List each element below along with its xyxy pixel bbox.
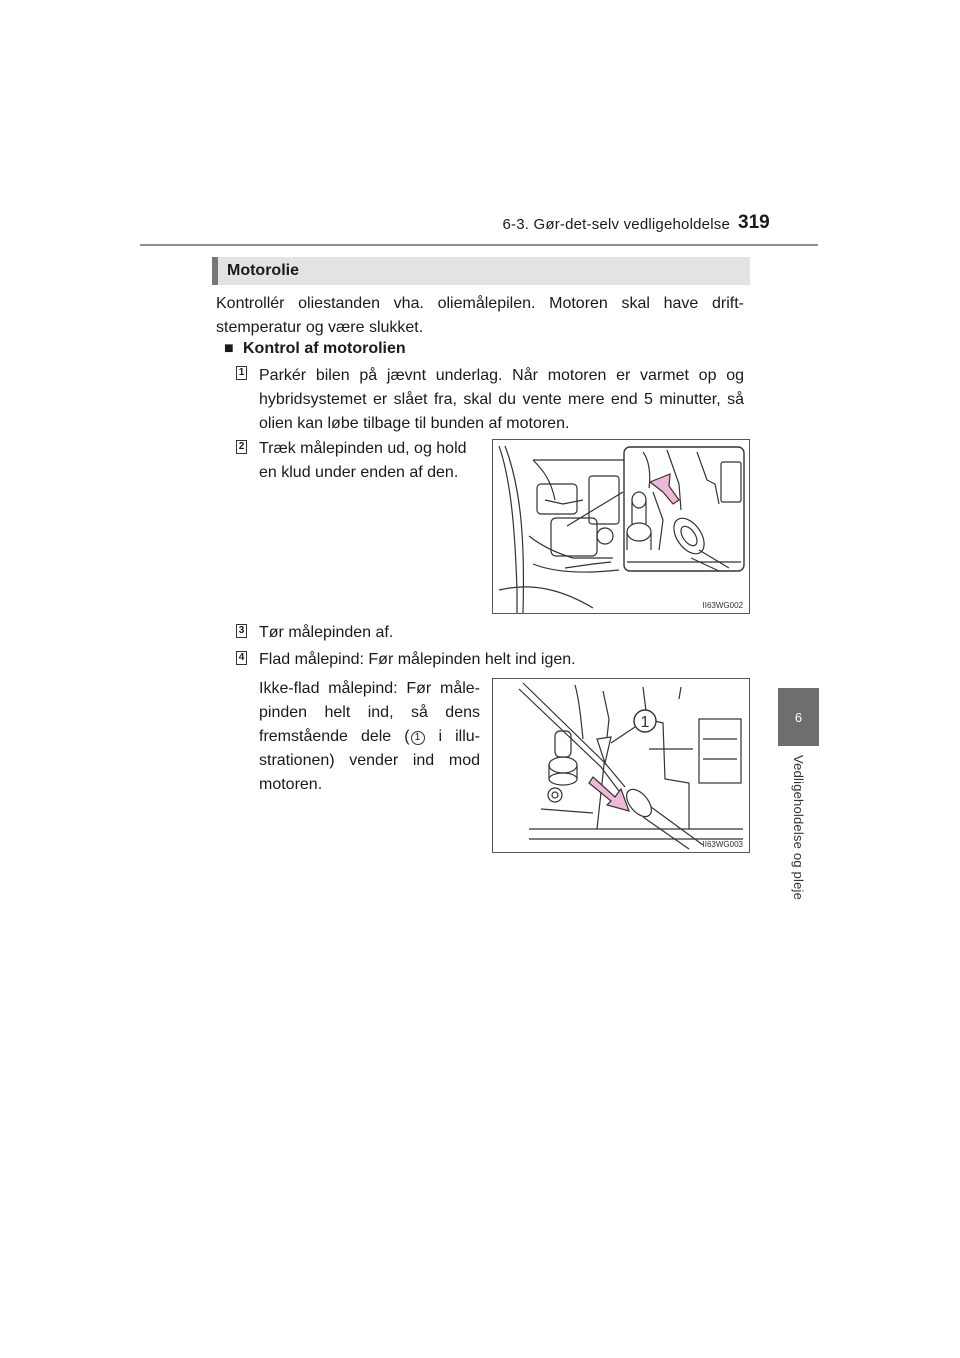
- step-number-1: 1: [236, 366, 247, 380]
- callout-1-marker: 1: [411, 731, 425, 745]
- subheading: Kontrol af motorolien: [243, 340, 406, 357]
- engine-bay-illustration: [493, 440, 749, 613]
- figure-dipstick-insertion: [492, 678, 750, 853]
- chapter-tab[interactable]: [778, 688, 819, 746]
- insert-arrow-icon: [589, 777, 629, 811]
- callout-1-label: 1: [640, 714, 650, 731]
- figure-code: II63WG002: [702, 601, 743, 610]
- intro-paragraph: Kontrollér oliestanden vha. oliemålepilen. Motoren skal have drift-stemperatur og være slukket.: [216, 295, 744, 336]
- step-4-nonflat-text: Ikke-flad målepind: Før måle-pinden helt ind, så dens fremstående dele ( 1 i illu-strationen) vender ind mod motoren.: [259, 680, 480, 793]
- subheading-bullet: ■: [224, 340, 234, 357]
- section-heading: [212, 257, 750, 285]
- step-2-text: Træk målepinden ud, og hold en klud under enden af den.: [259, 440, 467, 481]
- step-number-2: 2: [236, 440, 247, 454]
- step-number-4: 4: [236, 651, 247, 665]
- chapter-label: Vedligeholdelse og pleje: [791, 755, 806, 901]
- step-3-text: Tør målepinden af.: [259, 624, 394, 641]
- step-4-text: Flad målepind: Før målepinden helt ind igen.: [259, 651, 576, 668]
- section-title: Motorolie: [227, 262, 299, 279]
- chapter-number: 6: [794, 709, 803, 725]
- dipstick-insertion-illustration: [493, 679, 749, 852]
- step-number-3: 3: [236, 624, 247, 638]
- step-1-text: Parkér bilen på jævnt underlag. Når motoren er varmet op og hybridsystemet er slået fra, skal du vente mere end 5 minutter, så olien kan løbe tilbage til bunden af motoren.: [259, 367, 744, 432]
- chapter-title: 6-3. Gør-det-selv vedligeholdelse: [502, 216, 730, 233]
- figure-dipstick-removal: [492, 439, 750, 614]
- page-number: 319: [738, 212, 770, 233]
- header-rule: [140, 244, 818, 246]
- figure-code: II63WG003: [702, 840, 743, 849]
